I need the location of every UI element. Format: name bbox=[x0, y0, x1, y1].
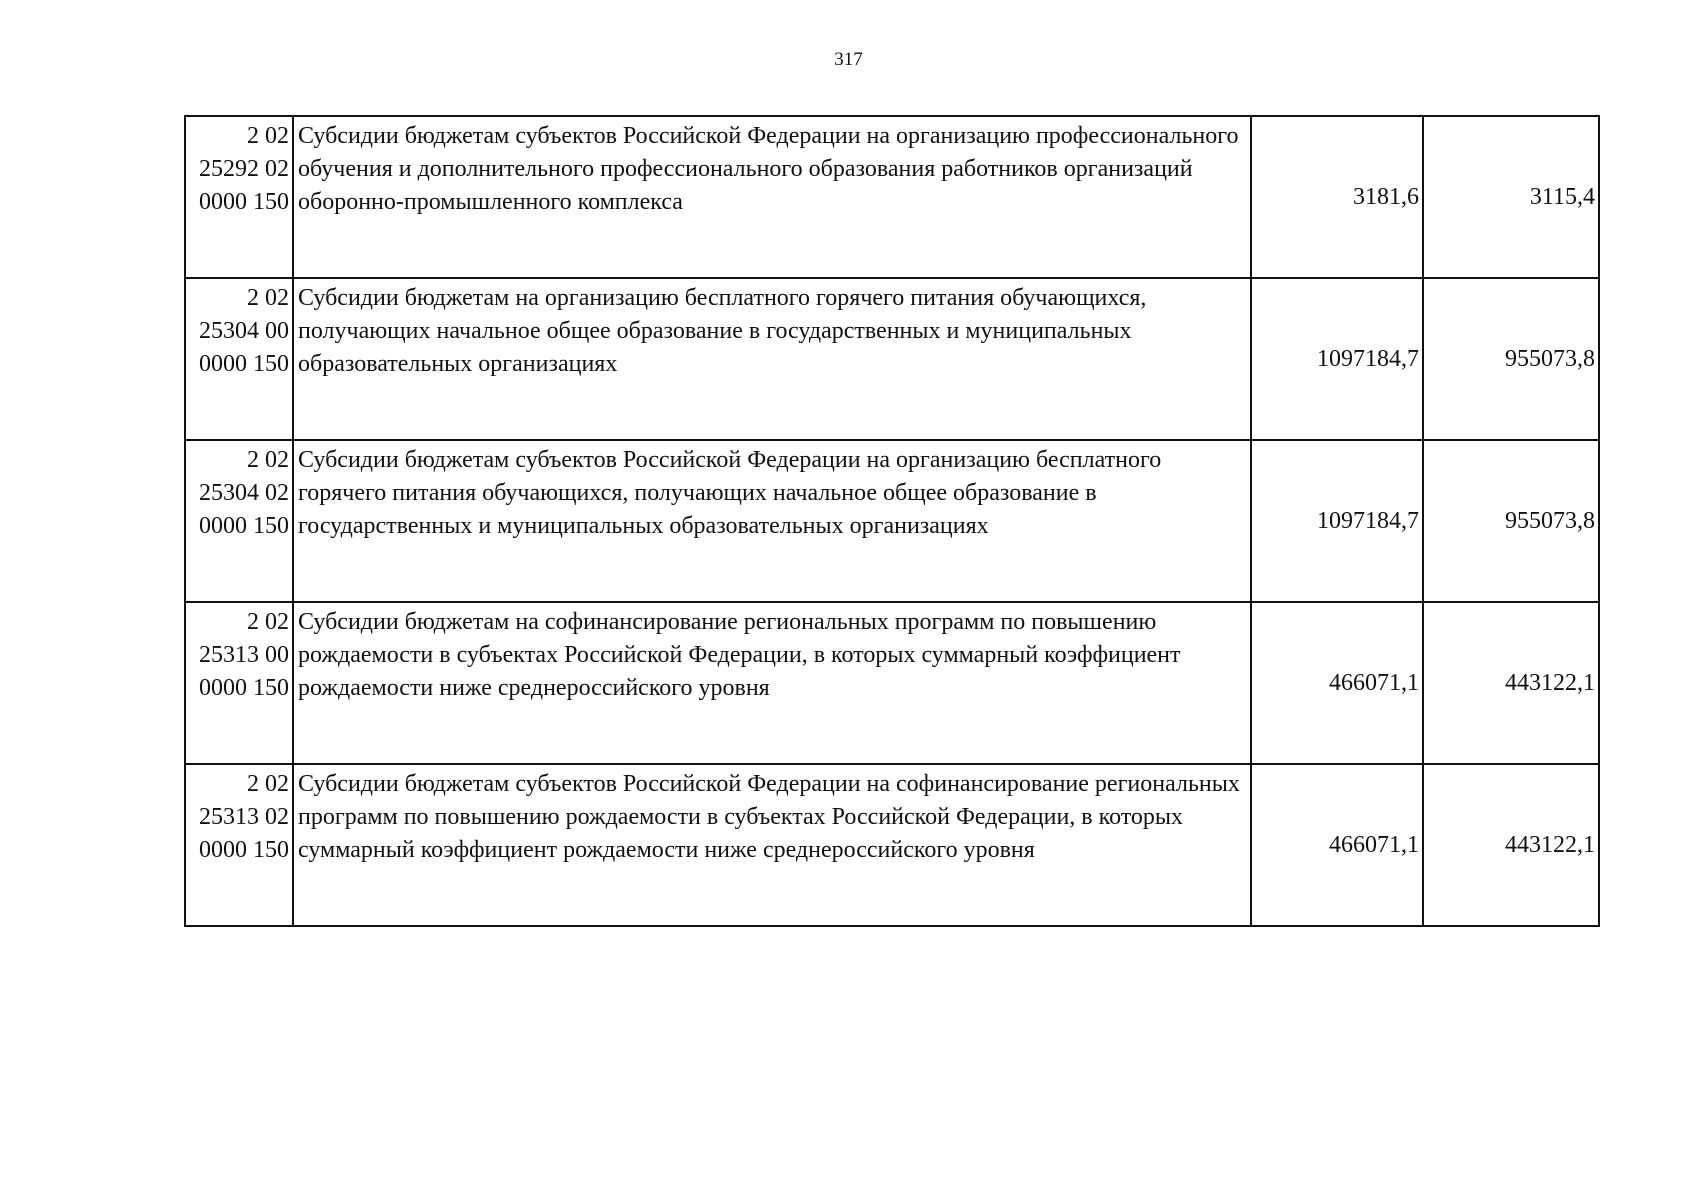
budget-code-line: 2 02 bbox=[247, 447, 289, 473]
description-cell: Субсидии бюджетам на организацию бесплатного горячего питания обучающихся, получающих начальное общее образование в государственных и муниципальных образовательных организациях bbox=[293, 278, 1251, 440]
table-row bbox=[185, 278, 1599, 440]
budget-code-line: 25304 00 bbox=[199, 318, 289, 344]
description-cell: Субсидии бюджетам субъектов Российской Федерации на организацию бесплатного горячего питания обучающихся, получающих начальное общее образование в государственных и муниципальных образовательных организациях bbox=[293, 440, 1251, 602]
budget-code-line: 0000 150 bbox=[199, 513, 289, 539]
value2-cell: 955073,8 bbox=[1423, 440, 1599, 602]
value1-cell: 466071,1 bbox=[1251, 602, 1423, 764]
value1-cell: 1097184,7 bbox=[1251, 278, 1423, 440]
value2-cell: 443122,1 bbox=[1423, 602, 1599, 764]
budget-code-line: 0000 150 bbox=[199, 351, 289, 377]
budget-code-line: 25292 02 bbox=[199, 156, 289, 182]
budget-code-cell bbox=[185, 116, 293, 278]
description-cell: Субсидии бюджетам субъектов Российской Федерации на софинансирование региональных программ по повышению рождаемости в субъектах Российской Федерации, в которых суммарный коэффициент рождаемости ниже среднероссийского уровня bbox=[293, 764, 1251, 926]
budget-code-line: 2 02 bbox=[247, 771, 289, 797]
budget-code-line: 0000 150 bbox=[199, 675, 289, 701]
table-row bbox=[185, 116, 1599, 278]
budget-code-cell bbox=[185, 602, 293, 764]
value1-cell: 466071,1 bbox=[1251, 764, 1423, 926]
budget-code-cell bbox=[185, 278, 293, 440]
budget-code-cell bbox=[185, 440, 293, 602]
page-number: 317 bbox=[834, 49, 863, 70]
table-row bbox=[185, 764, 1599, 926]
value2-cell: 3115,4 bbox=[1423, 116, 1599, 278]
budget-code-line: 2 02 bbox=[247, 285, 289, 311]
value1-cell: 3181,6 bbox=[1251, 116, 1423, 278]
budget-code-line: 0000 150 bbox=[199, 189, 289, 215]
budget-code-line: 25313 02 bbox=[199, 804, 289, 830]
budget-code-line: 25313 00 bbox=[199, 642, 289, 668]
value1-cell: 1097184,7 bbox=[1251, 440, 1423, 602]
budget-code-line: 25304 02 bbox=[199, 480, 289, 506]
budget-table bbox=[184, 115, 1600, 927]
budget-code-line: 2 02 bbox=[247, 123, 289, 149]
value2-cell: 955073,8 bbox=[1423, 278, 1599, 440]
budget-code-cell bbox=[185, 764, 293, 926]
description-cell: Субсидии бюджетам субъектов Российской Федерации на организацию профессионального обучения и дополнительного профессионального образования работников организаций оборонно-промышленного комплекса bbox=[293, 116, 1251, 278]
budget-code-line: 0000 150 bbox=[199, 837, 289, 863]
table-row bbox=[185, 440, 1599, 602]
table-row bbox=[185, 602, 1599, 764]
description-cell: Субсидии бюджетам на софинансирование региональных программ по повышению рождаемости в субъектах Российской Федерации, в которых суммарный коэффициент рождаемости ниже среднероссийского уровня bbox=[293, 602, 1251, 764]
value2-cell: 443122,1 bbox=[1423, 764, 1599, 926]
budget-code-line: 2 02 bbox=[247, 609, 289, 635]
